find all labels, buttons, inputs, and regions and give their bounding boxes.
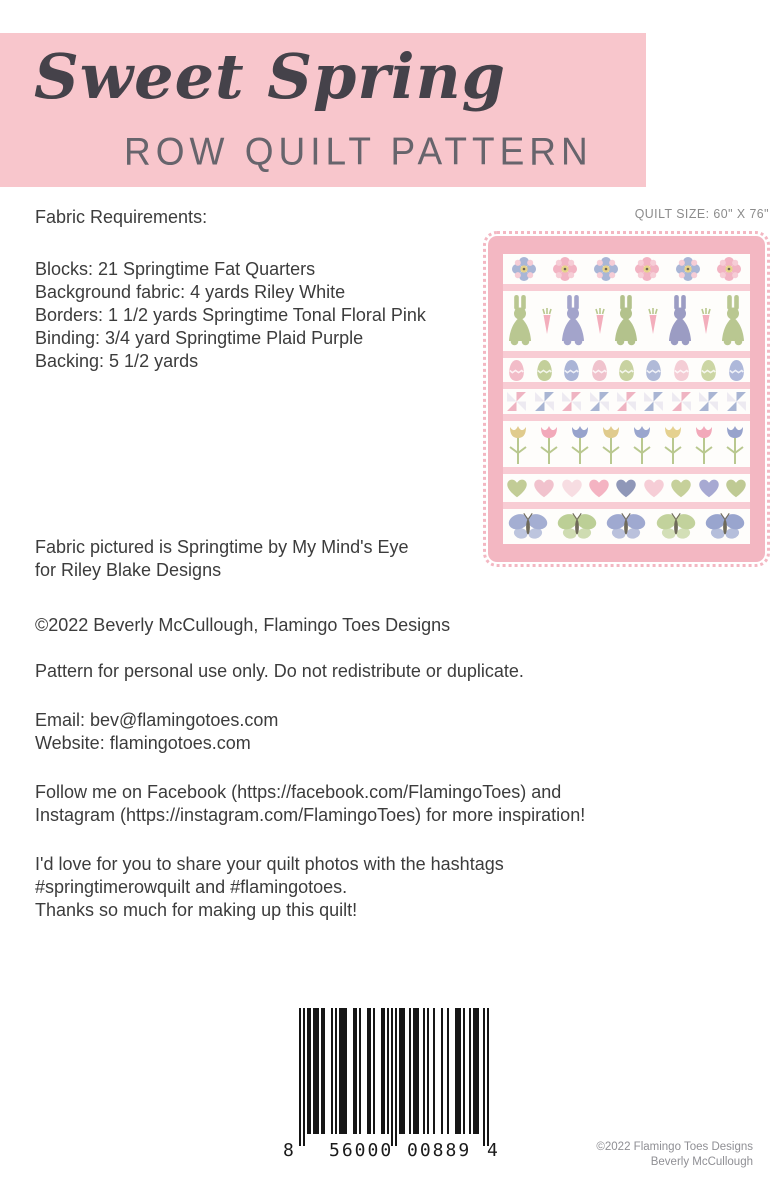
flower-icon <box>511 256 537 282</box>
quilt-sashing <box>503 502 750 509</box>
requirement-item-borders: Borders: 1 1/2 yards Springtime Tonal Floral Pink <box>35 305 426 325</box>
heart-icon <box>560 477 584 499</box>
pinwheel-icon <box>726 391 747 412</box>
contact-block <box>35 709 278 755</box>
quilt-row-eggs <box>503 358 750 382</box>
quilt-row-bunnies <box>503 291 750 351</box>
heart-icon <box>587 477 611 499</box>
flower-icon <box>552 256 578 282</box>
tulip-icon <box>600 422 622 466</box>
butterfly-icon <box>655 512 697 542</box>
quilt-row-flowers <box>503 254 750 284</box>
bunny-icon <box>665 294 695 348</box>
quilt-sashing <box>503 351 750 358</box>
heart-icon <box>724 477 748 499</box>
tulip-icon <box>693 422 715 466</box>
pinwheel-icon <box>698 391 719 412</box>
quilt-sashing <box>503 382 750 389</box>
butterfly-icon <box>556 512 598 542</box>
barcode-bars <box>299 1008 489 1146</box>
butterfly-icon <box>704 512 746 542</box>
quilt-rows <box>503 254 750 544</box>
contact-website: Website: flamingotoes.com <box>35 733 251 753</box>
pattern-title: Sweet Spring <box>34 40 507 113</box>
fabric-note <box>35 536 409 582</box>
license-note: Pattern for personal use only. Do not redistribute or duplicate. <box>35 661 524 681</box>
quilt-row-hearts <box>503 474 750 502</box>
quilt-row-butterflies <box>503 509 750 544</box>
quilt-row-pinwheels <box>503 389 750 414</box>
flower-icon <box>716 256 742 282</box>
hashtag-note <box>35 853 504 922</box>
barcode-digit-check: 4 <box>487 1140 500 1161</box>
pinwheel-icon <box>643 391 664 412</box>
pinwheel-icon <box>534 391 555 412</box>
bunny-icon <box>611 294 641 348</box>
copyright-note: ©2022 Beverly McCullough, Flamingo Toes Designs <box>35 615 451 635</box>
quilt-image <box>488 236 765 562</box>
bunny-icon <box>718 294 748 348</box>
hashtag-note-line: #springtimerowquilt and #flamingotoes. <box>35 877 348 897</box>
tulip-icon <box>507 422 529 466</box>
carrot-icon <box>646 306 660 336</box>
flower-icon <box>675 256 701 282</box>
pinwheel-icon <box>561 391 582 412</box>
quilt-row-tulips <box>503 421 750 467</box>
pinwheel-icon <box>616 391 637 412</box>
heart-icon <box>697 477 721 499</box>
barcode-bar <box>487 1008 489 1146</box>
footer-credit-line: Beverly McCullough <box>650 1156 753 1168</box>
requirement-item-background: Background fabric: 4 yards Riley White <box>35 282 346 302</box>
carrot-icon <box>593 306 607 336</box>
tulip-icon <box>538 422 560 466</box>
quilt-sashing <box>503 284 750 291</box>
egg-icon <box>536 359 553 382</box>
header-banner <box>0 33 646 187</box>
quilt-size-label: QUILT SIZE: 60" X 76" <box>634 206 769 221</box>
egg-icon <box>673 359 690 382</box>
carrot-icon <box>699 306 713 336</box>
barcode <box>285 1008 505 1168</box>
flower-icon <box>634 256 660 282</box>
barcode-digit-group2: 00889 <box>407 1140 472 1161</box>
tulip-icon <box>631 422 653 466</box>
egg-icon <box>508 359 525 382</box>
heart-icon <box>505 477 529 499</box>
barcode-digit-system: 8 <box>283 1140 296 1161</box>
heart-icon <box>642 477 666 499</box>
heart-icon <box>669 477 693 499</box>
requirement-item-backing: Backing: 5 1/2 yards <box>35 351 199 371</box>
egg-icon <box>728 359 745 382</box>
social-note <box>35 781 585 827</box>
egg-icon <box>563 359 580 382</box>
heart-icon <box>614 477 638 499</box>
bunny-icon <box>505 294 535 348</box>
hashtag-note-line: I'd love for you to share your quilt photos with the hashtags <box>35 854 504 874</box>
footer-credit-line: ©2022 Flamingo Toes Designs <box>596 1141 753 1153</box>
requirement-item-binding: Binding: 3/4 yard Springtime Plaid Purple <box>35 328 364 348</box>
social-note-line: Instagram (https://instagram.com/FlamingoToes) for more inspiration! <box>35 805 586 825</box>
social-note-line: Follow me on Facebook (https://facebook.com/FlamingoToes) and <box>35 782 562 802</box>
pattern-subtitle: ROW QUILT PATTERN <box>124 129 593 173</box>
footer-credit <box>596 1140 753 1170</box>
quilt-sashing <box>503 467 750 474</box>
butterfly-icon <box>507 512 549 542</box>
carrot-icon <box>540 306 554 336</box>
tulip-icon <box>662 422 684 466</box>
fabric-requirements-heading: Fabric Requirements: <box>35 207 208 227</box>
fabric-requirements-list <box>35 258 426 373</box>
tulip-icon <box>569 422 591 466</box>
bunny-icon <box>558 294 588 348</box>
pinwheel-icon <box>506 391 527 412</box>
flower-icon <box>593 256 619 282</box>
requirement-item-blocks: Blocks: 21 Springtime Fat Quarters <box>35 259 316 279</box>
quilt-sashing <box>503 414 750 421</box>
egg-icon <box>700 359 717 382</box>
egg-icon <box>618 359 635 382</box>
hashtag-note-line: Thanks so much for making up this quilt! <box>35 900 358 920</box>
egg-icon <box>591 359 608 382</box>
pinwheel-icon <box>671 391 692 412</box>
fabric-note-line: Fabric pictured is Springtime by My Mind's Eye <box>35 537 409 557</box>
tulip-icon <box>724 422 746 466</box>
contact-email: Email: bev@flamingotoes.com <box>35 710 279 730</box>
barcode-digit-group1: 56000 <box>329 1140 394 1161</box>
fabric-note-line: for Riley Blake Designs <box>35 560 222 580</box>
pinwheel-icon <box>589 391 610 412</box>
heart-icon <box>532 477 556 499</box>
egg-icon <box>645 359 662 382</box>
butterfly-icon <box>605 512 647 542</box>
